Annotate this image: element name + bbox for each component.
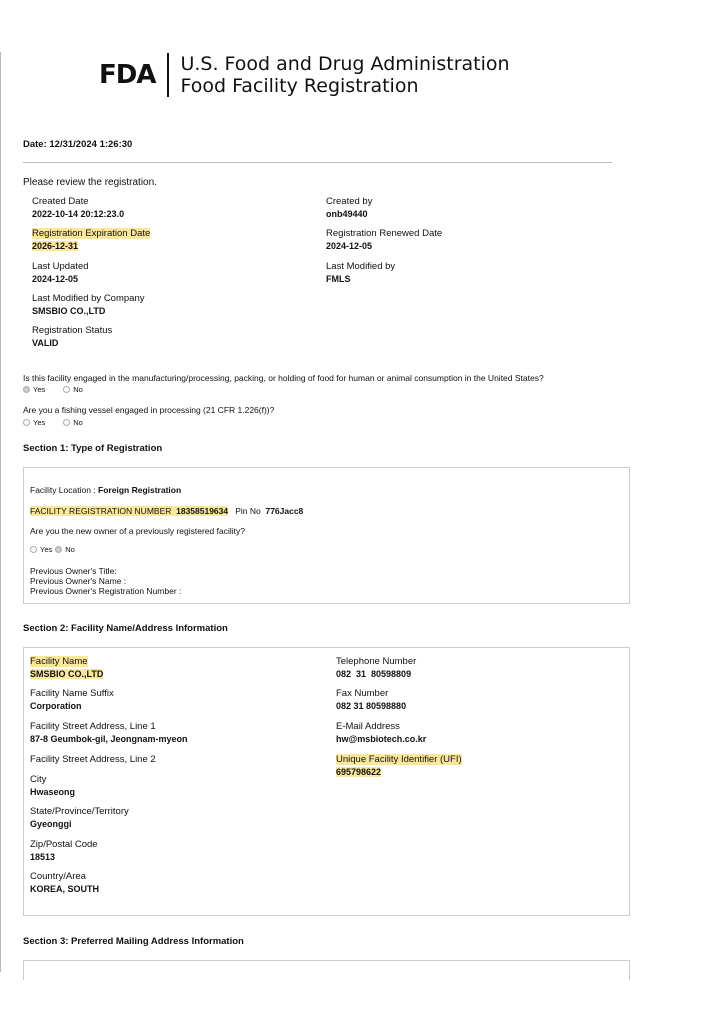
ufi-label: Unique Facility Identifier (UFI) <box>336 754 462 765</box>
reg-number-value: 18358519634 <box>176 506 229 516</box>
created-by-value: onb49440 <box>326 209 368 219</box>
radio-yes[interactable] <box>23 419 30 426</box>
expiration-field <box>32 228 150 252</box>
section1-title: Section 1: Type of Registration <box>23 443 163 454</box>
created-by-field <box>326 196 372 220</box>
renewed-label: Registration Renewed Date <box>326 228 443 239</box>
email-value: hw@msbiotech.co.kr <box>336 734 427 744</box>
new-owner-question: Are you the new owner of a previously registered facility? <box>30 526 245 536</box>
fax-field <box>336 688 406 712</box>
prev-owner-name: Previous Owner's Name : <box>30 576 127 586</box>
last-modified-by-value: FMLS <box>326 274 351 284</box>
email-label: E-Mail Address <box>336 721 400 732</box>
header-title <box>180 53 509 97</box>
street1-field <box>30 721 188 745</box>
created-date-label: Created Date <box>32 196 89 207</box>
expiration-value: 2026-12-31 <box>32 241 79 251</box>
country-field <box>30 871 99 895</box>
facility-name-field <box>30 656 103 680</box>
created-date-value: 2022-10-14 20:12:23.0 <box>32 209 125 219</box>
question-us-food-facility-radios <box>23 385 101 394</box>
question-us-food-facility: Is this facility engaged in the manufacturing/processing, packing, or holding of food for human or animal consumption in the United States? <box>23 373 544 383</box>
email-field <box>336 721 426 745</box>
question-fishing-vessel: Are you a fishing vessel engaged in processing (21 CFR 1.226(f))? <box>23 405 275 415</box>
radio-no-label: No <box>73 418 83 427</box>
facility-name-label: Facility Name <box>30 656 88 667</box>
telephone-field <box>336 656 416 680</box>
country-value: KOREA, SOUTH <box>30 884 100 894</box>
facility-name-value: SMSBIO CO.,LTD <box>30 669 104 679</box>
ufi-field <box>336 754 462 778</box>
last-updated-label: Last Updated <box>32 261 89 272</box>
radio-yes-label: Yes <box>33 418 46 427</box>
expiration-label: Registration Expiration Date <box>32 228 151 239</box>
facility-suffix-label: Facility Name Suffix <box>30 688 114 699</box>
created-by-label: Created by <box>326 196 373 207</box>
prev-owner-title: Previous Owner's Title: <box>30 566 117 576</box>
zip-value: 18513 <box>30 852 56 862</box>
page-header <box>99 52 510 98</box>
last-modified-company-label: Last Modified by Company <box>32 293 145 304</box>
registration-status-label: Registration Status <box>32 325 113 336</box>
last-modified-by-label: Last Modified by <box>326 261 396 272</box>
zip-label: Zip/Postal Code <box>30 839 98 850</box>
state-field <box>30 806 129 830</box>
new-owner-radios <box>30 545 75 554</box>
radio-no[interactable] <box>55 546 62 553</box>
radio-no[interactable] <box>63 386 70 393</box>
prev-owner-reg-number: Previous Owner's Registration Number : <box>30 586 182 596</box>
section3-box <box>23 960 630 980</box>
section3-title: Section 3: Preferred Mailing Address Information <box>23 936 244 947</box>
last-updated-value: 2024-12-05 <box>32 274 79 284</box>
fax-value: 082 31 80598880 <box>336 701 407 711</box>
ufi-value: 695798622 <box>336 767 382 777</box>
radio-yes[interactable] <box>30 546 37 553</box>
report-date: Date: 12/31/2024 1:26:30 <box>23 139 133 150</box>
state-label: State/Province/Territory <box>30 806 129 817</box>
section2-box <box>23 647 630 916</box>
radio-yes-label: Yes <box>40 545 53 554</box>
city-value: Hwaseong <box>30 787 76 797</box>
telephone-label: Telephone Number <box>336 656 417 667</box>
zip-field <box>30 839 98 863</box>
review-instruction: Please review the registration. <box>23 177 157 188</box>
facility-suffix-field <box>30 688 114 712</box>
renewed-field <box>326 228 442 252</box>
radio-no[interactable] <box>63 419 70 426</box>
reg-number-label: FACILITY REGISTRATION NUMBER <box>30 506 172 516</box>
left-margin-line <box>0 52 1 972</box>
street1-label: Facility Street Address, Line 1 <box>30 721 156 732</box>
header-title-line1: U.S. Food and Drug Administration <box>180 53 510 75</box>
last-updated-field <box>32 261 89 285</box>
last-modified-company-field <box>32 293 144 317</box>
country-label: Country/Area <box>30 871 86 882</box>
facility-location-label: Facility Location : <box>30 485 96 495</box>
radio-yes[interactable] <box>23 386 30 393</box>
created-date-field <box>32 196 124 220</box>
city-field <box>30 774 75 798</box>
fda-logo: FDA <box>99 60 156 90</box>
question-fishing-vessel-radios <box>23 418 101 427</box>
street2-label: Facility Street Address, Line 2 <box>30 754 156 765</box>
header-title-line2: Food Facility Registration <box>180 75 419 97</box>
section2-title: Section 2: Facility Name/Address Information <box>23 623 228 634</box>
radio-no-label: No <box>73 385 83 394</box>
city-label: City <box>30 774 47 785</box>
header-rule <box>23 162 612 163</box>
last-modified-by-field <box>326 261 395 285</box>
renewed-value: 2024-12-05 <box>326 241 373 251</box>
street1-value: 87-8 Geumbok-gil, Jeongnam-myeon <box>30 734 188 744</box>
facility-suffix-value: Corporation <box>30 701 82 711</box>
facility-location-value: Foreign Registration <box>98 485 182 495</box>
pin-label: Pin No <box>235 506 261 516</box>
pin-value: 776Jacc8 <box>265 506 304 516</box>
radio-no-label: No <box>65 545 75 554</box>
street2-field <box>30 754 156 766</box>
header-divider <box>167 53 169 97</box>
facility-registration-number <box>30 506 303 516</box>
state-value: Gyeonggi <box>30 819 72 829</box>
facility-location <box>30 485 181 495</box>
registration-status-value: VALID <box>32 338 59 348</box>
fax-label: Fax Number <box>336 688 389 699</box>
radio-yes-label: Yes <box>33 385 46 394</box>
last-modified-company-value: SMSBIO CO.,LTD <box>32 306 106 316</box>
registration-status-field <box>32 325 112 349</box>
telephone-value: 082 31 80598809 <box>336 669 412 679</box>
